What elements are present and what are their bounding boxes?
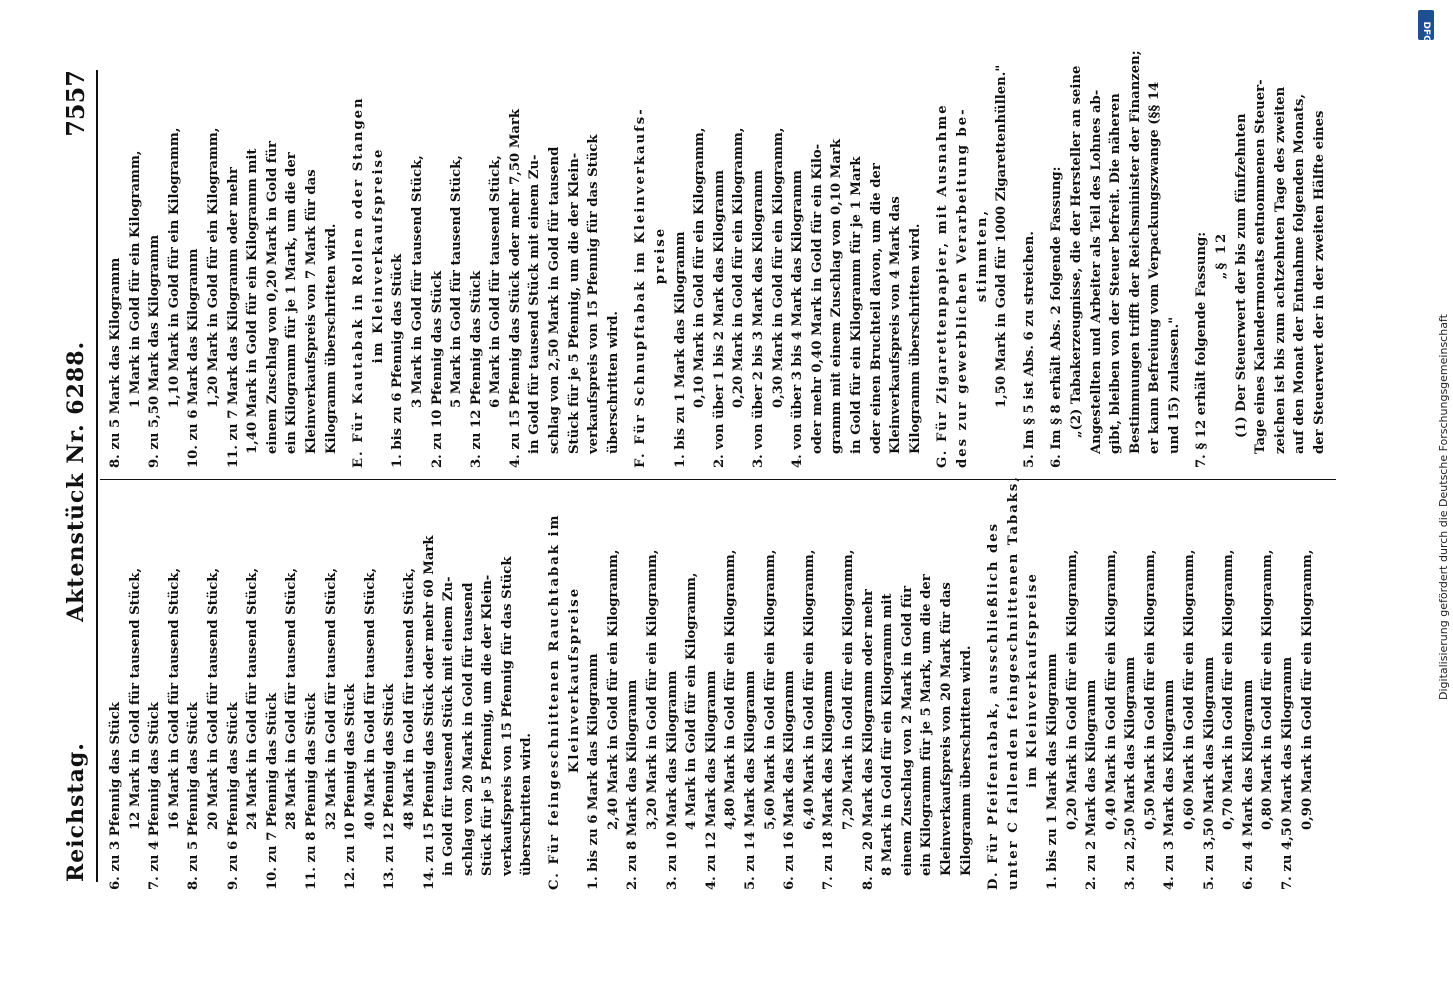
text-line: verkaufspreis von 15 Pfennig für das Stück [586, 134, 602, 454]
text-line: 3,20 Mark in Gold für ein Kilogramm, [645, 549, 661, 830]
text-line: Kleinverkaufspreise [566, 586, 582, 774]
text-line: 12 Mark in Gold für tausend Stück, [127, 567, 143, 830]
text-line: Stück für je 5 Pfennig, um die der Klein- [480, 574, 496, 876]
text-line: 4,80 Mark in Gold für ein Kilogramm, [723, 549, 739, 830]
text-line: 24 Mark in Gold für tausend Stück, [245, 567, 261, 830]
text-line: 4. zu 3 Mark das Kilogramm [1162, 679, 1178, 890]
text-line: D. Für Pfeifentabak, ausschließlich des [986, 521, 1002, 890]
text-line: schlag von 20 Mark in Gold für tausend [460, 582, 476, 876]
text-line: 4 Mark in Gold für ein Kilogramm, [684, 572, 700, 830]
text-line: im Kleinverkaufspreise [370, 147, 386, 364]
text-line: 6,40 Mark in Gold für ein Kilogramm, [801, 549, 817, 830]
text-line: 20 Mark in Gold für tausend Stück, [205, 567, 221, 830]
text-line: 0,20 Mark in Gold für ein Kilogramm, [1064, 549, 1080, 830]
paragraph-gap [623, 63, 631, 468]
text-line: F. Für Schnupftabak im Kleinverkaufs- [633, 107, 649, 468]
text-line: überschritten wird. [605, 310, 621, 454]
text-line: Kilogramm überschritten wird. [958, 645, 974, 876]
text-line: 1 Mark in Gold für ein Kilogramm, [127, 150, 143, 408]
text-line: 0,60 Mark in Gold für ein Kilogramm, [1182, 549, 1198, 830]
text-line: unter C fallenden feingeschnittenen Tabaks, [1005, 475, 1021, 890]
text-line: 3 Mark in Gold für tausend Stück, [409, 155, 425, 408]
text-line: 1. bis zu 6 Mark das Kilogramm [586, 653, 602, 890]
text-line: E. Für Kautabak in Rollen oder Stangen [351, 96, 367, 468]
digitization-notice: Digitalisierung gefördert durch die Deutsche Forschungsgemeinschaft [1437, 314, 1450, 700]
text-line: Stück für je 5 Pfennig, um die der Klein- [566, 152, 582, 454]
text-line: „§ 12 [1214, 231, 1230, 280]
text-line: in Gold für ein Kilogramm für je 1 Mark [848, 156, 864, 454]
text-line: 4. zu 15 Pfennig das Stück oder mehr 7,50 Mark [507, 108, 523, 468]
text-line: schlag von 2,50 Mark in Gold für tausend [547, 146, 563, 454]
text-line: 0,70 Mark in Gold für ein Kilogramm, [1221, 549, 1237, 830]
text-line: 0,40 Mark in Gold für ein Kilogramm, [1103, 549, 1119, 830]
text-line: 11. zu 8 Pfennig das Stück [303, 692, 319, 890]
text-line: „(2) Tabakerzeugnisse, die der Hersteller an seine [1068, 65, 1084, 438]
digitization-stamp [1417, 10, 1450, 990]
text-line: ein Kilogramm für je 1 Mark, um die der [284, 152, 300, 454]
text-line: 3. zu 12 Pfennig das Stück [468, 270, 484, 468]
text-line: gibt, bleiben von der Steuer befreit. Die näheren [1108, 93, 1124, 454]
text-line: des zur gewerblichen Verarbeitung be- [954, 107, 970, 468]
text-line: 6. zu 4 Mark das Kilogramm [1240, 679, 1256, 890]
text-line: stimmten, [974, 208, 990, 303]
text-line: Kleinverkaufspreis von 4 Mark das [888, 196, 904, 454]
text-line: G. Für Zigarettenpapier, mit Ausnahme [935, 103, 951, 468]
paragraph-gap [537, 490, 545, 890]
text-line: 4. zu 12 Mark das Kilogramm [703, 670, 719, 890]
text-line: 8. zu 20 Mark das Kilogramm oder mehr [860, 589, 876, 890]
text-line: gramm mit einem Zuschlag von 0,10 Mark [829, 139, 845, 454]
column-divider [100, 479, 1336, 480]
text-line: 0,20 Mark in Gold für ein Kilogramm, [731, 127, 747, 408]
text-line: 3. von über 2 bis 3 Mark das Kilogramm [751, 169, 766, 468]
text-line: 0,30 Mark in Gold für ein Kilogramm, [770, 127, 786, 408]
text-line: 5. zu 14 Mark das Kilogramm [743, 670, 758, 890]
text-line: Tage eines Kalendermonats entnommenen Steuer- [1253, 79, 1269, 454]
text-line: 9. zu 6 Pfennig das Stück [225, 702, 241, 890]
text-line: einem Zuschlag von 2 Mark in Gold für [899, 585, 915, 876]
text-line: einem Zuschlag von 0,20 Mark in Gold für [264, 141, 280, 454]
text-line: C. Für feingeschnittenen Rauchtabak im [547, 513, 563, 890]
text-line: 5 Mark in Gold für tausend Stück, [449, 155, 465, 408]
text-line: 3. zu 2,50 Mark das Kilogramm [1123, 656, 1139, 890]
text-line: Bestimmungen trifft der Reichsminister der Finanzen; [1127, 50, 1143, 454]
text-line: 28 Mark in Gold für tausend Stück, [284, 567, 300, 830]
text-line: 4. von über 3 bis 4 Mark das Kilogramm [790, 169, 806, 468]
text-line: 9. zu 5,50 Mark das Kilogramm [147, 234, 163, 468]
text-line: 1. bis zu 1 Mark das Kilogramm [1044, 653, 1060, 890]
text-line: 8. zu 5 Mark das Kilogramm [108, 257, 123, 468]
text-line: 7. zu 4,50 Mark das Kilogramm [1280, 656, 1296, 890]
text-line: Kilogramm überschritten wird. [323, 223, 339, 454]
text-line: 14. zu 15 Pfennig das Stück oder mehr 60 Mark [421, 535, 437, 890]
text-line: Kleinverkaufspreis von 7 Mark für das [303, 169, 319, 454]
text-line: 2. zu 8 Mark das Kilogramm [625, 679, 641, 890]
text-line: 0,90 Mark in Gold für ein Kilogramm, [1299, 549, 1315, 830]
text-line: 12. zu 10 Pfennig das Stück [343, 683, 359, 890]
header-document-number: Aktenstück Nr. 6288. [63, 340, 89, 622]
text-line: 6 Mark in Gold für tausend Stück, [488, 155, 504, 408]
text-line: in Gold für tausend Stück mit einem Zu- [527, 154, 543, 454]
text-line: Kleinverkaufspreis von 20 Mark für das [938, 582, 954, 876]
text-line: 11. zu 7 Mark das Kilogramm oder mehr [225, 167, 241, 468]
text-line: 1,20 Mark in Gold für ein Kilogramm, [205, 127, 221, 408]
text-line: 40 Mark in Gold für tausend Stück, [362, 567, 378, 830]
text-line: preise [653, 226, 669, 285]
paragraph-gap [1012, 63, 1020, 468]
text-line: 7,20 Mark in Gold für ein Kilogramm, [840, 549, 856, 830]
paragraph-gap [1184, 63, 1192, 468]
text-line: 1,50 Mark in Gold für 1000 Zigarettenhüllen." [994, 64, 1010, 408]
text-line: 13. zu 12 Pfennig das Stück [382, 683, 398, 890]
paragraph-gap [1039, 63, 1047, 468]
text-line: 1. bis zu 1 Mark das Kilogramm [672, 231, 688, 468]
text-line: zeichen ist bis zum achtzehnten Tage des zweiten [1272, 86, 1288, 454]
text-line: und 15) zulassen." [1166, 316, 1182, 454]
text-line: 8 Mark in Gold für ein Kilogramm mit [880, 593, 896, 876]
text-line: 2,40 Mark in Gold für ein Kilogramm, [605, 549, 621, 830]
text-line: 5,60 Mark in Gold für ein Kilogramm, [762, 549, 778, 830]
text-line: auf den Monat der Entnahme folgenden Monats, [1292, 93, 1308, 454]
text-line: 2. zu 2 Mark das Kilogramm [1084, 679, 1100, 890]
text-line: ein Kilogramm für je 5 Mark, um die der [919, 574, 935, 876]
header-rule [96, 70, 98, 882]
text-line: 0,80 Mark in Gold für ein Kilogramm, [1260, 549, 1276, 830]
text-line: 0,50 Mark in Gold für ein Kilogramm, [1142, 549, 1158, 830]
header-reichstag: Reichstag. [63, 742, 89, 882]
left-column [106, 475, 1317, 890]
text-line: 16 Mark in Gold für tausend Stück, [166, 567, 182, 830]
text-line: 7. § 12 erhält folgende Fassung: [1194, 231, 1210, 468]
text-line: 48 Mark in Gold für tausend Stück, [401, 567, 417, 830]
dfg-logo-text: DFG [1421, 21, 1431, 43]
text-line: verkaufspreis von 15 Pfennig für das Stück [499, 556, 515, 876]
text-line: oder einen Bruchteil davon, um die der [868, 163, 884, 454]
text-line: 1,40 Mark in Gold für ein Kilogramm mit [245, 148, 261, 454]
text-line: 1. bis zu 6 Pfennig das Stück [390, 253, 406, 468]
text-line: 5. Im § 5 ist Abs. 6 zu streichen. [1021, 231, 1037, 468]
paragraph-gap [341, 63, 349, 468]
text-line: 32 Mark in Gold für tausend Stück, [323, 567, 339, 830]
text-line: 10. zu 7 Pfennig das Stück [264, 692, 280, 890]
text-line: 6. zu 16 Mark das Kilogramm [782, 670, 798, 890]
text-line: 6. zu 3 Pfennig das Stück [108, 702, 123, 890]
text-line: 3. zu 10 Mark das Kilogramm [664, 670, 680, 890]
text-line: 5. zu 3,50 Mark das Kilogramm [1201, 656, 1217, 890]
text-line: 7. zu 4 Pfennig das Stück [147, 702, 163, 890]
text-line: 0,10 Mark in Gold für ein Kilogramm, [692, 127, 708, 408]
text-line: der Steuerwert der in der zweiten Hälfte eines [1312, 110, 1328, 454]
text-line: überschritten wird. [519, 732, 535, 876]
right-column [106, 50, 1330, 468]
text-line: 10. zu 6 Mark das Kilogramm [186, 248, 202, 468]
text-line: 1,10 Mark in Gold für ein Kilogramm, [166, 127, 182, 408]
page-header [60, 70, 92, 882]
text-line: 2. zu 10 Pfennig das Stück [429, 270, 445, 468]
dfg-logo [1418, 10, 1434, 43]
text-line: 6. Im § 8 erhält Abs. 2 folgende Fassung: [1049, 166, 1065, 468]
text-line: 2. von über 1 bis 2 Mark das Kilogramm [711, 169, 727, 468]
text-line: 7. zu 18 Mark das Kilogramm [821, 670, 837, 890]
text-line: im Kleinverkaufspreise [1025, 572, 1041, 788]
page-number: 7557 [61, 70, 90, 137]
text-line: in Gold für tausend Stück mit einem Zu- [441, 576, 457, 876]
text-line: oder mehr 0,40 Mark in Gold für ein Kilo- [809, 143, 825, 454]
text-line: Angestellten und Arbeiter als Teil des Lohnes ab- [1088, 89, 1104, 454]
text-line: Kilogramm überschritten wird. [907, 223, 923, 454]
paragraph-gap [925, 63, 933, 468]
text-line: er kann Befreiung vom Verpackungszwange (§§ 14 [1147, 81, 1163, 454]
text-line: (1) Der Steuerwert der bis zum fünfzehnten [1233, 113, 1249, 438]
paragraph-gap [976, 490, 984, 890]
text-line: 8. zu 5 Pfennig das Stück [186, 702, 202, 890]
